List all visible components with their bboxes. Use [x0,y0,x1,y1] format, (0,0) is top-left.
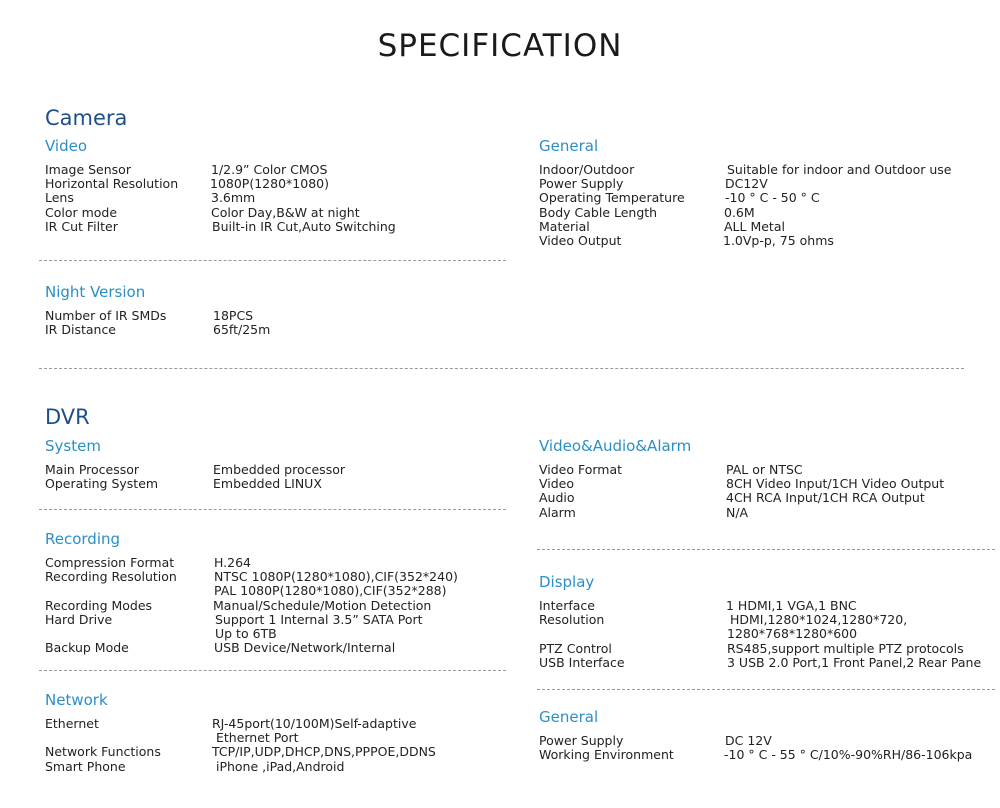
spec-label: Video [539,476,575,492]
spec-value: Up to 6TB [215,625,277,641]
divider [39,509,506,510]
spec-label: Main Processor [45,462,140,477]
spec-value: 1280*768*1280*600 [727,626,858,642]
spec-value: H.264 [214,555,252,570]
spec-label: Recording Resolution [45,569,177,585]
spec-label: USB Interface [539,654,625,670]
spec-label: Body Cable Length [539,204,658,220]
spec-label: Image Sensor [45,162,131,177]
night-version-heading: Night Version [45,283,146,301]
page-title: SPECIFICATION [377,28,623,64]
divider [39,260,506,261]
spec-value: 1 HDMI,1 VGA,1 BNC [726,598,857,613]
spec-label: Horizontal Resolution [45,176,179,192]
spec-value: PAL 1080P(1280*1080),CIF(352*288) [214,583,447,599]
spec-value: 1080P(1280*1080) [210,176,329,192]
divider [39,670,506,671]
spec-value: Ethernet Port [212,730,299,746]
spec-value: USB Device/Network/Internal [214,640,396,656]
spec-label: Operating System [45,476,159,492]
spec-value: -10 ° C - 50 ° C [725,190,820,206]
divider [537,549,995,550]
spec-value: Embedded LINUX [213,476,322,492]
network-heading: Network [45,691,108,709]
spec-label: Alarm [539,504,576,520]
dvr-general-heading: General [539,708,599,726]
display-heading: Display [539,573,595,591]
spec-value: DC 12V [725,733,772,748]
spec-label: IR Cut Filter [45,218,118,234]
spec-value: ALL Metal [724,218,785,234]
spec-value: 65ft/25m [213,322,271,338]
spec-value: iPhone ,iPad,Android [212,758,345,774]
spec-value: Built-in IR Cut,Auto Switching [212,218,396,234]
spec-value: PAL or NTSC [726,462,803,477]
spec-label: Recording Modes [45,597,153,613]
spec-value: Manual/Schedule/Motion Detection [213,597,432,613]
spec-label: Working Environment [539,747,674,763]
spec-label: Compression Format [45,555,175,570]
camera-general-heading: General [539,137,599,155]
spec-label: Ethernet [45,716,99,731]
video-audio-alarm-heading: Video&Audio&Alarm [539,437,692,455]
dvr-heading: DVR [45,405,90,429]
spec-value: HDMI,1280*1024,1280*720, [726,612,908,628]
spec-label: Material [539,218,590,234]
spec-label: Color mode [45,204,118,220]
spec-value: 1/2.9” Color CMOS [211,162,328,177]
divider [537,689,995,690]
spec-label: Video Format [539,462,623,477]
spec-label: Resolution [539,612,605,628]
spec-value: RJ-45port(10/100M)Self-adaptive [212,716,417,731]
spec-label: Smart Phone [45,758,126,774]
spec-label: Hard Drive [45,611,113,627]
spec-value: RS485,support multiple PTZ protocols [727,640,964,656]
spec-label: Network Functions [45,744,161,760]
system-heading: System [45,437,101,455]
spec-value: 4CH RCA Input/1CH RCA Output [726,490,925,506]
spec-label: Audio [539,490,575,506]
spec-value: 3 USB 2.0 Port,1 Front Panel,2 Rear Pane [727,654,982,670]
spec-label: IR Distance [45,322,117,338]
spec-value: Support 1 Internal 3.5” SATA Port [215,611,423,627]
divider [39,368,964,369]
spec-label: PTZ Control [539,640,612,656]
spec-value: N/A [726,504,749,520]
spec-value: TCP/IP,UDP,DHCP,DNS,PPPOE,DDNS [212,744,436,760]
spec-value: Embedded processor [213,462,345,477]
spec-value: 1.0Vp-p, 75 ohms [723,232,834,248]
spec-label: Backup Mode [45,640,129,656]
spec-label: Power Supply [539,176,624,192]
spec-value: Color Day,B&W at night [211,204,360,220]
spec-value: 3.6mm [211,190,256,206]
camera-heading: Camera [45,106,128,130]
spec-value: 8CH Video Input/1CH Video Output [726,476,945,492]
spec-label: Interface [539,598,595,613]
recording-heading: Recording [45,530,121,548]
spec-value: -10 ° C - 55 ° C/10%-90%RH/86-106kpa [724,747,973,763]
spec-value: DC12V [725,176,768,192]
spec-value: 0.6M [724,204,755,220]
spec-label: Indoor/Outdoor [539,162,635,177]
spec-value: 18PCS [213,308,254,323]
spec-value: NTSC 1080P(1280*1080),CIF(352*240) [214,569,458,585]
spec-label: Number of IR SMDs [45,308,167,323]
camera-video-heading: Video [45,137,88,155]
spec-label: Power Supply [539,733,624,748]
spec-label: Lens [45,190,74,206]
spec-value: Suitable for indoor and Outdoor use [727,162,952,177]
spec-label: Operating Temperature [539,190,685,206]
spec-label: Video Output [539,232,622,248]
